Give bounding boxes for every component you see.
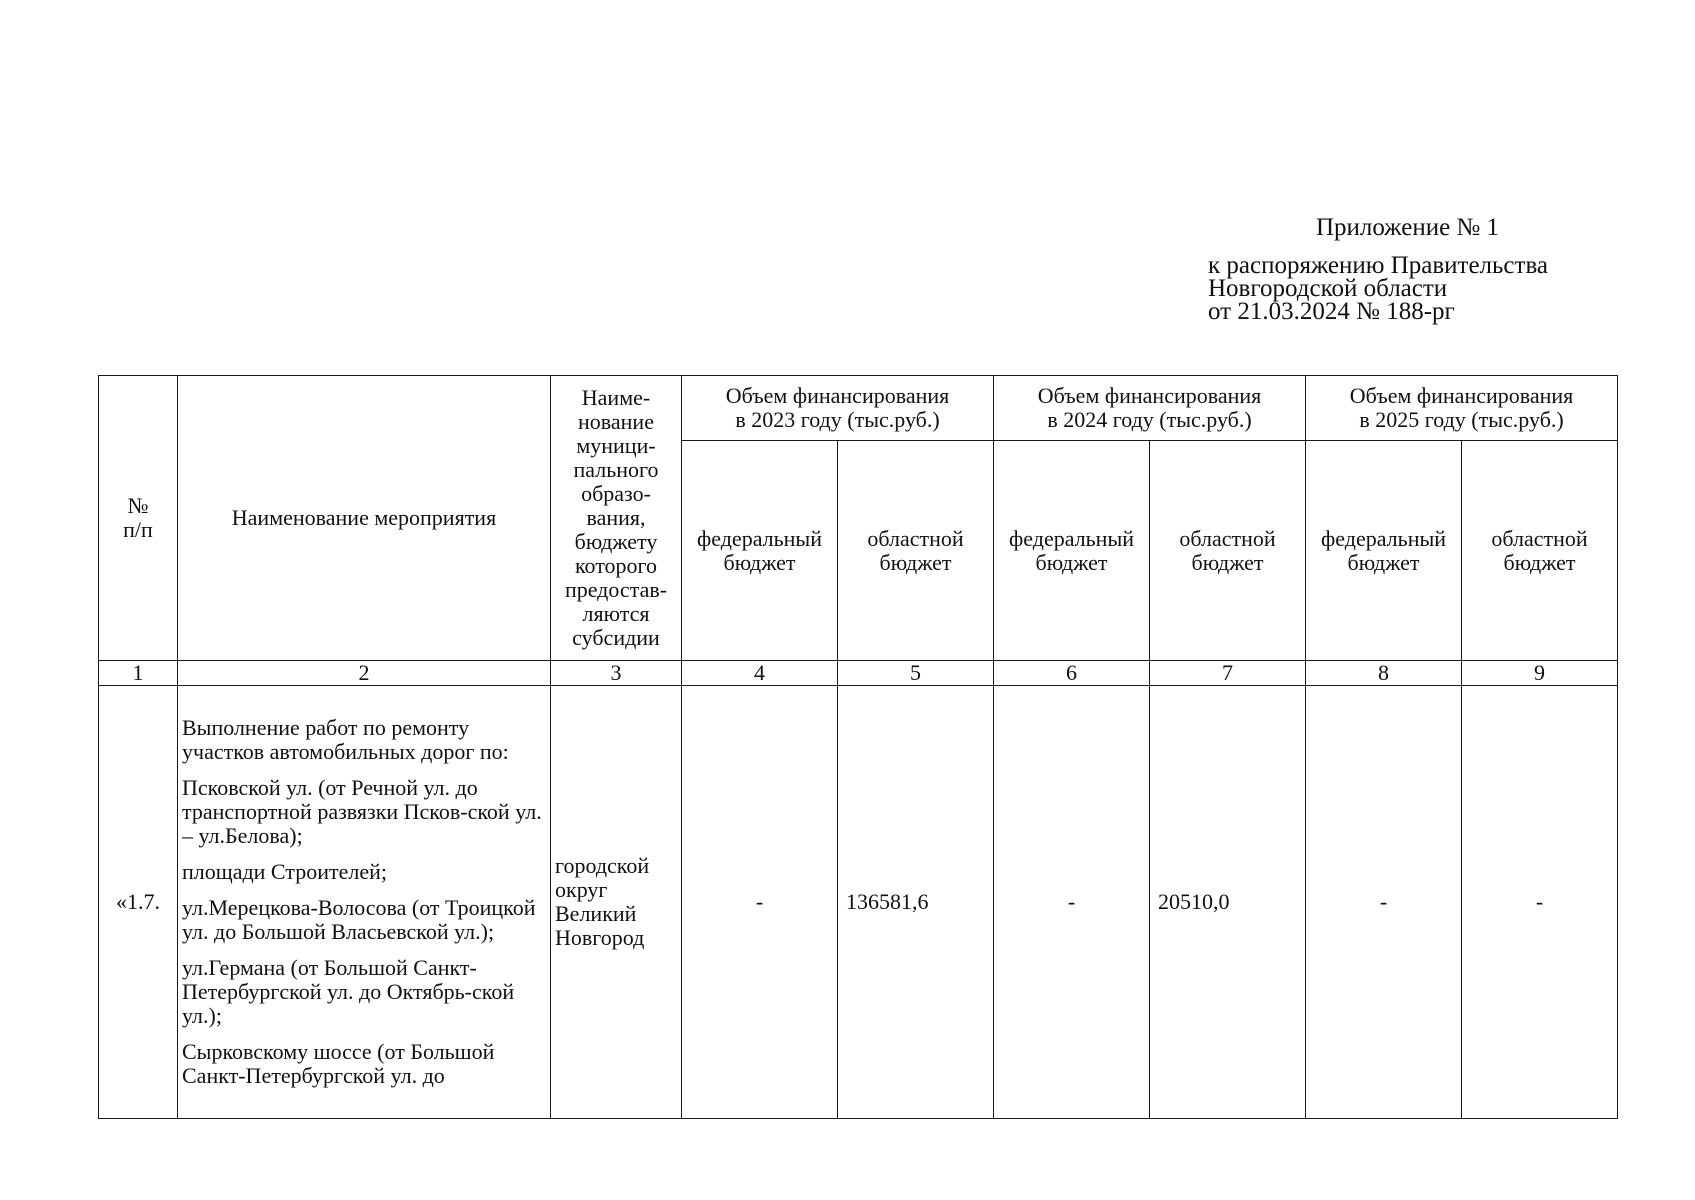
event-paragraph: Псковской ул. (от Речной ул. до транспортной развязки Псков-ской ул. – ул.Белова); <box>182 775 542 848</box>
column-number: 8 <box>1306 661 1462 686</box>
header-regional-2024: областной бюджет <box>1150 441 1306 661</box>
column-number-row <box>99 661 1618 686</box>
column-number: 6 <box>994 661 1150 686</box>
regional-2024-value: 20510,0 <box>1150 686 1306 1119</box>
column-number: 7 <box>1150 661 1306 686</box>
header-funding-2023: Объем финансирования в 2023 году (тыс.руб.) <box>682 376 994 441</box>
municipality-name: городской округ Великий Новгород <box>551 686 682 1119</box>
federal-2025-value: - <box>1306 686 1462 1119</box>
header-line-3: от 21.03.2024 № 188-рг <box>1208 298 1455 325</box>
header-funding-2025: Объем финансирования в 2025 году (тыс.руб.) <box>1306 376 1618 441</box>
federal-2024-value: - <box>994 686 1150 1119</box>
event-paragraph: Сырковскому шоссе (от Большой Санкт-Петербургской ул. до <box>182 1039 495 1088</box>
table-row <box>99 686 1618 1119</box>
header-event: Наименование мероприятия <box>178 376 551 661</box>
header-regional-2023: областной бюджет <box>838 441 994 661</box>
column-number: 2 <box>178 661 551 686</box>
header-line-1: к распоряжению Правительства <box>1208 252 1549 279</box>
federal-2023-value: - <box>682 686 838 1119</box>
funding-table <box>98 375 1618 1119</box>
event-paragraph: ул.Германа (от Большой Санкт-Петербургской ул. до Октябрь-ской ул.); <box>182 955 515 1028</box>
column-number: 9 <box>1462 661 1618 686</box>
header-federal-2023: федеральный бюджет <box>682 441 838 661</box>
header-num: № п/п <box>99 376 178 661</box>
event-paragraph: Выполнение работ по ремонту участков автомобильных дорог по: <box>182 715 509 764</box>
event-paragraph: площади Строителей; <box>182 859 387 884</box>
column-number: 5 <box>838 661 994 686</box>
appendix-title: Приложение № 1 <box>1316 214 1500 241</box>
header-funding-2024: Объем финансирования в 2024 году (тыс.руб.) <box>994 376 1306 441</box>
column-number: 1 <box>99 661 178 686</box>
regional-2023-value: 136581,6 <box>838 686 994 1119</box>
regional-2025-value: - <box>1462 686 1618 1119</box>
header-regional-2025: областной бюджет <box>1462 441 1618 661</box>
event-paragraph: ул.Мерецкова-Волосова (от Троицкой ул. до Большой Власьевской ул.); <box>182 895 536 944</box>
row-number: «1.7. <box>99 686 178 1119</box>
header-federal-2025: федеральный бюджет <box>1306 441 1462 661</box>
header-line-2: Новгородской области <box>1208 275 1448 302</box>
column-number: 3 <box>551 661 682 686</box>
column-number: 4 <box>682 661 838 686</box>
header-municipality: Наиме- нование муници- пального образо- вания, бюджету которого предостав- ляются субсидии <box>551 376 682 661</box>
header-federal-2024: федеральный бюджет <box>994 441 1150 661</box>
document-header <box>1208 216 1628 323</box>
event-description <box>178 686 551 1119</box>
